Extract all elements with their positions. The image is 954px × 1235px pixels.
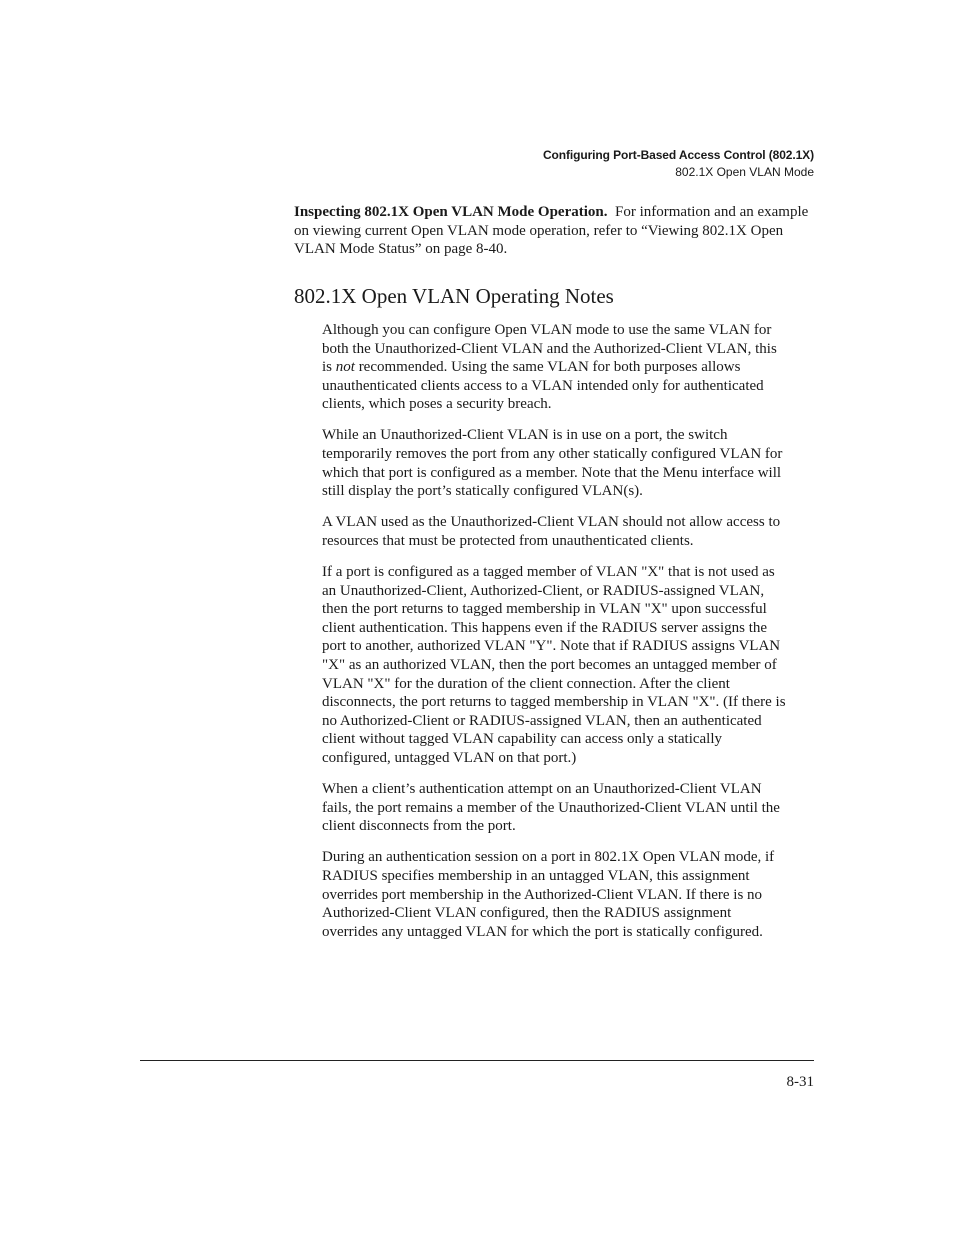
- note-paragraph-5: When a client’s authentication attempt on an Unauthorized-Client VLAN fails, the port remains a member of the Unauthorized-Client VLAN until the client disconnects from the port.: [322, 781, 780, 835]
- note-1-text-a: Although you can configure Open VLAN mode to use the same VLAN for both the Unauthorized-Client VLAN and the Authorized-Client VLAN, this is: [322, 322, 777, 376]
- running-header: [543, 147, 814, 181]
- note-paragraph-3: A VLAN used as the Unauthorized-Client VLAN should not allow access to resources that must be protected from unauthenticated clients.: [322, 514, 781, 549]
- note-1-text-b: recommended. Using the same VLAN for both purposes allows unauthenticated clients access to a VLAN intended only for authenticated clients, which poses a security breach.: [322, 359, 764, 413]
- header-chapter-title: Configuring Port-Based Access Control (802.1X): [542, 148, 814, 162]
- operating-notes-body: [322, 321, 788, 954]
- page-number: 8-31: [786, 1074, 814, 1090]
- intro-paragraph: [294, 203, 816, 259]
- section-heading: 802.1X Open VLAN Operating Notes: [294, 284, 614, 308]
- intro-text: For information and an example on viewing current Open VLAN mode operation, refer to “Viewing 802.1X Open VLAN Mode Status” on page 8-40.: [294, 204, 809, 258]
- note-paragraph-2: While an Unauthorized-Client VLAN is in use on a port, the switch temporarily removes the port from any other statically configured VLAN for which that port is configured as a member. Note that the Menu interface will still display the port’s statically configured VLAN(s).: [322, 427, 783, 500]
- note-1-emphasis: not: [335, 359, 355, 376]
- footer-rule: [140, 1060, 814, 1061]
- intro-runin-heading: Inspecting 802.1X Open VLAN Mode Operation.: [294, 204, 608, 220]
- note-paragraph-4: If a port is configured as a tagged member of VLAN "X" that is not used as an Unauthorized-Client, Authorized-Client, or RADIUS-assigned VLAN, then the port returns to tagged membership in VLAN "X" upon successful client authentication. This happens even if the RADIUS server assigns the port to another, authorized VLAN "Y". Note that if RADIUS assigns VLAN "X" as an authorized VLAN, then the port becomes an untagged member of VLAN "X" for the duration of the client connection. After the client disconnects, the port returns to tagged membership in VLAN "X". (If there is no Authorized-Client or RADIUS-assigned VLAN, then an authenticated client without tagged VLAN capability can access only a statically configured, untagged VLAN on that port.): [322, 564, 786, 766]
- header-section-title: 802.1X Open VLAN Mode: [675, 165, 814, 179]
- note-paragraph-6: During an authentication session on a port in 802.1X Open VLAN mode, if RADIUS specifies membership in an untagged VLAN, this assignment overrides port membership in the Authorized-Client VLAN. If there is no Authorized-Client VLAN configured, then the RADIUS assignment overrides any untagged VLAN for which the port is statically configured.: [322, 849, 775, 940]
- note-paragraph-1: [322, 321, 788, 414]
